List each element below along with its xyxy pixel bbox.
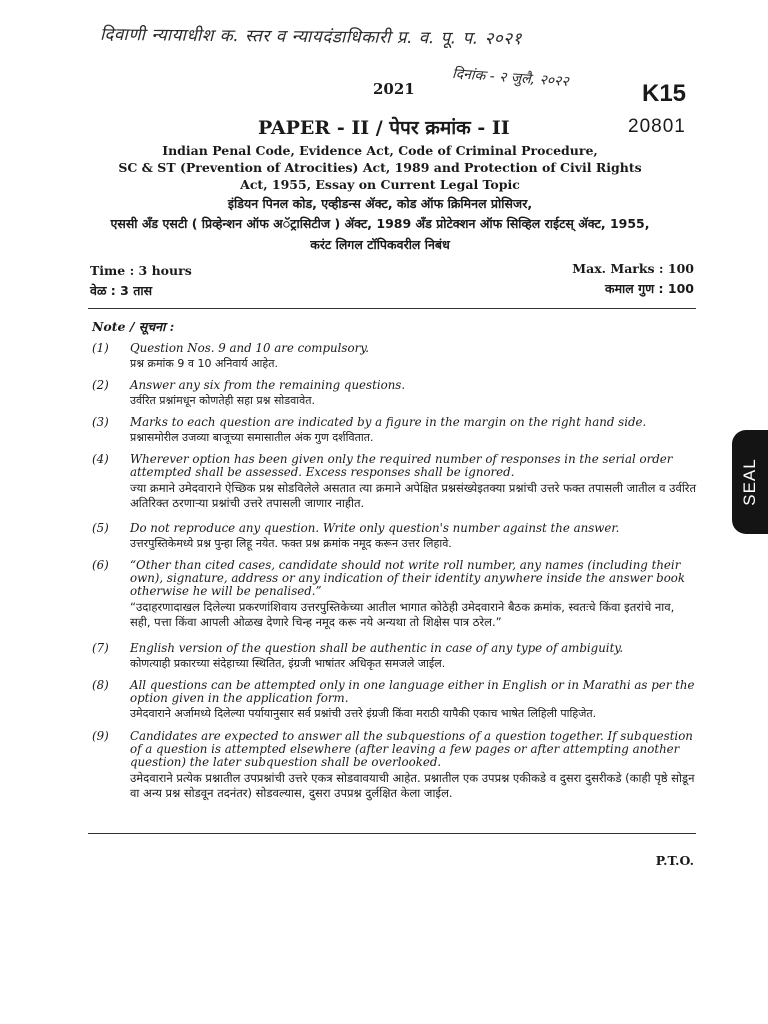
subject-english-line-3: Act, 1955, Essay on Current Legal Topic <box>240 177 520 192</box>
paper-title: PAPER - II / पेपर क्रमांक - II <box>258 117 510 139</box>
subject-marathi-line-2: एससी अँड एसटी ( प्रिव्हेन्शन ऑफ अॅट्रासिटीज ) ॲक्ट, 1989 अँड प्रोटेक्शन ऑफ सिव्हिल राईटस् ॲक्ट, 1955, <box>110 216 650 231</box>
note-number: (8) <box>92 678 109 692</box>
note-number: (6) <box>92 558 109 572</box>
note-text-marathi: ज्या क्रमाने उमेदवाराने ऐच्छिक प्रश्न सोडविलेले असतात त्या क्रमाने अपेक्षित प्रश्नसंख्येइतक्या प्रश्नांची उत्तरे फक्त तपासली जातील व उर्वरित अतिरिक्त ठरणाऱ्या प्रश्नांची उत्तरे तपासली जाणार नाहीत. <box>130 481 697 510</box>
paper-number: 20801 <box>628 116 686 137</box>
note-text-marathi: उमेदवाराने प्रत्येक प्रश्नातील उपप्रश्नांची उत्तरे एकत्र सोडवावयाची आहेत. प्रश्नातील एक उपप्रश्न एकीकडे व दुसरा दुसरीकडे (काही पृष्ठे सोडून वा अन्य प्रश्न सोडवून तदनंतर) सोडवल्यास, दुसरा उपप्रश्न दुर्लक्षित केला जाईल. <box>130 771 695 800</box>
note-number: (9) <box>92 729 109 743</box>
note-text-english: Answer any six from the remaining questions. <box>130 378 406 392</box>
note-text-marathi: कोणत्याही प्रकारच्या संदेहाच्या स्थितित, इंग्रजी भाषांतर अधिकृत समजले जाईल. <box>130 657 446 670</box>
divider-bottom <box>88 833 696 834</box>
note-number: (7) <box>92 641 109 655</box>
note-text-marathi: उमेदवाराने अर्जामध्ये दिलेल्या पर्यायानुसार सर्व प्रश्नांची उत्तरे इंग्रजी किंवा मराठी यापैकी एकाच भाषेत लिहिली पाहिजेत. <box>130 707 597 720</box>
subject-marathi-line-1: इंडियन पिनल कोड, एव्हीडन्स ॲक्ट, कोड ऑफ क्रिमिनल प्रोसिजर, <box>227 196 533 211</box>
subject-marathi-line-3: करंट लिगल टॉपिकवरील निबंध <box>310 237 450 252</box>
note-text-english: Do not reproduce any question. Write only question's number against the answer. <box>130 521 620 535</box>
note-text-english: Candidates are expected to answer all the subquestions of a question together. If subquestion of a question is attempted elsewhere (after leaving a few pages or after attempting another question) the later subquestion shall be overlooked. <box>130 729 693 769</box>
note-text-marathi: “उदाहरणादाखल दिलेल्या प्रकरणांशिवाय उत्तरपुस्तिकेच्या आतील भागात कोठेही उमेदवाराने बैठक क्रमांक, स्वतःचे किंवा इतरांचे नाव, सही, पत्ता किंवा आपली ओळख देणारे चिन्ह नमूद करू नये अन्यथा तो शिक्षेस पात्र ठरेल.” <box>130 600 675 629</box>
note-text-marathi: प्रश्न क्रमांक 9 व 10 अनिवार्य आहेत. <box>130 357 279 370</box>
please-turn-over: P.T.O. <box>655 853 694 868</box>
note-text-english: Marks to each question are indicated by a figure in the margin on the right hand side. <box>130 415 647 429</box>
note-number: (5) <box>92 521 109 535</box>
note-text-english: Question Nos. 9 and 10 are compulsory. <box>130 341 370 355</box>
paper-code: K15 <box>642 80 687 107</box>
handwritten-exam-date: दिनांक - २ जुलै, २०२२ <box>451 65 570 91</box>
note-text-marathi: उत्तरपुस्तिकेमध्ये प्रश्न पुन्हा लिहू नयेत. फक्त प्रश्न क्रमांक नमूद करून उत्तर लिहावे. <box>130 537 452 550</box>
note-number: (4) <box>92 452 109 466</box>
exam-year: 2021 <box>373 80 415 98</box>
handwritten-exam-name: दिवाणी न्यायाधीश क. स्तर व न्यायदंडाधिकारी प्र. व. पू. प. २०२१ <box>99 24 522 50</box>
max-marks-english: Max. Marks : 100 <box>572 261 694 276</box>
subject-english-line-2: SC & ST (Prevention of Atrocities) Act, 1989 and Protection of Civil Rights <box>118 160 642 175</box>
note-text-english: Wherever option has been given only the required number of responses in the serial order attempted shall be assessed. Excess responses shall be ignored. <box>130 452 673 479</box>
divider-top <box>88 308 696 309</box>
seal-label: SEAL <box>740 458 759 506</box>
time-english: Time : 3 hours <box>90 263 192 278</box>
note-number: (1) <box>92 341 109 355</box>
note-text-english: English version of the question shall be authentic in case of any type of ambiguity. <box>130 641 624 655</box>
notes-heading: Note / सूचना : <box>92 319 175 334</box>
time-marathi: वेळ : 3 तास <box>90 283 153 298</box>
note-text-marathi: उर्वरित प्रश्नांमधून कोणतेही सहा प्रश्न सोडवावेत. <box>130 394 315 407</box>
note-number: (3) <box>92 415 109 429</box>
note-text-english: All questions can be attempted only in one language either in English or in Marathi as per the option given in the application form. <box>130 678 695 705</box>
max-marks-marathi: कमाल गुण : 100 <box>604 281 694 296</box>
note-text-marathi: प्रश्नासमोरील उजव्या बाजूच्या समासातील अंक गुण दर्शवितात. <box>130 431 374 444</box>
note-number: (2) <box>92 378 109 392</box>
subject-english-line-1: Indian Penal Code, Evidence Act, Code of Criminal Procedure, <box>162 143 598 158</box>
note-text-english: “Other than cited cases, candidate should not write roll number, any names (including their own), signature, address or any indication of their identity anywhere inside the answer book otherwise he will be penalised.” <box>130 558 686 598</box>
seal-tab <box>732 430 768 534</box>
